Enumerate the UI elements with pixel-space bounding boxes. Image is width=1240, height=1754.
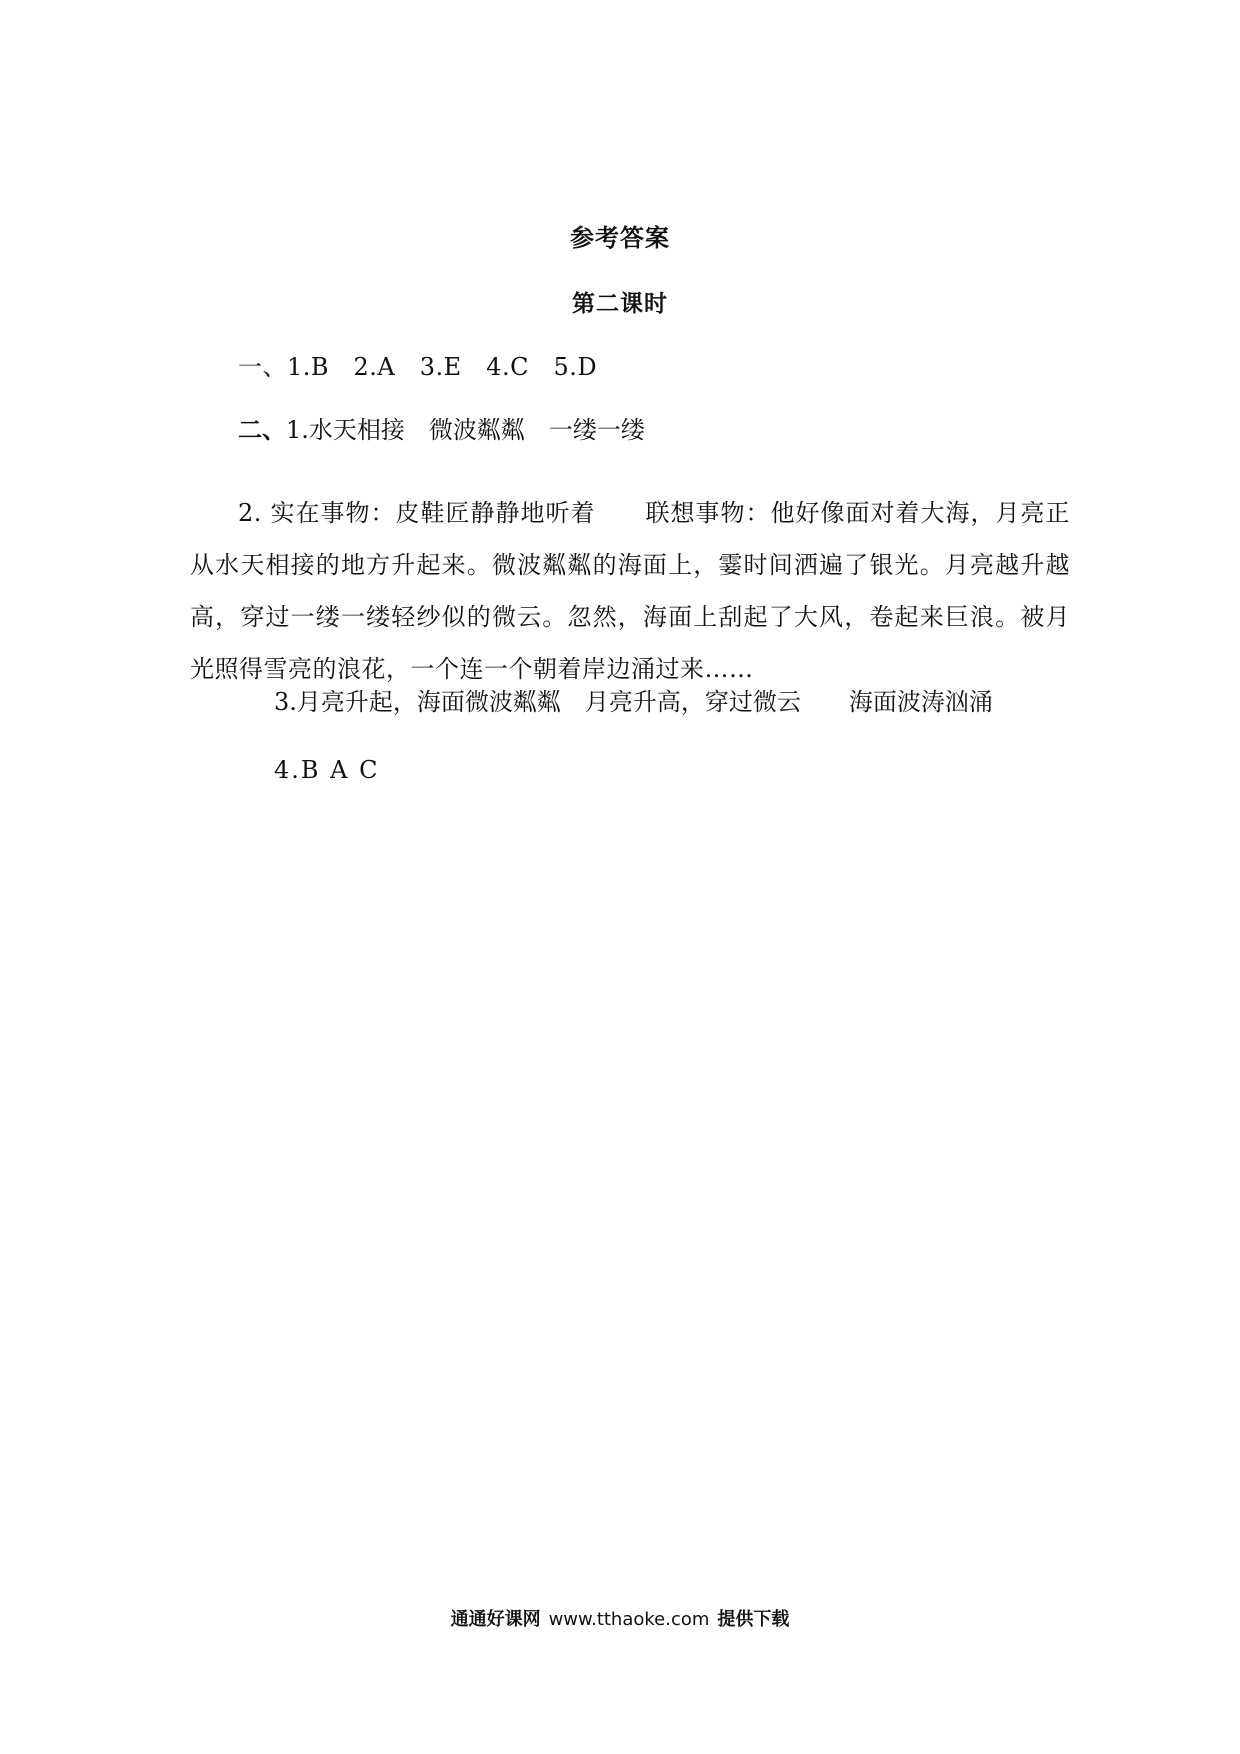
answer-section-2-item-2: 2. 实在事物：皮鞋匠静静地听着 联想事物：他好像面对着大海，月亮正从水天相接的地方升起来。微波粼粼的海面上，霎时间洒遍了银光。月亮越升越高，穿过一缕一缕轻纱似的微云。忽然，海面上刮起了大风，卷起来巨浪。被月光照得雪亮的浪花，一个连一个朝着岸边涌过来…… xyxy=(190,499,1070,683)
section-2-label: 二、 xyxy=(238,416,286,444)
document-subtitle: 第二课时 xyxy=(572,291,668,317)
answer-section-1: 一、1.B 2.A 3.E 4.C 5.D xyxy=(238,353,598,381)
page-footer xyxy=(0,1605,1240,1631)
footer-site-name: 通通好课网 xyxy=(450,1609,541,1630)
answer-section-2-item-4: 4.B A C xyxy=(274,756,380,784)
answer-section-2-item-3: 3.月亮升起，海面微波粼粼 月亮升高，穿过微云 海面波涛汹涌 xyxy=(274,688,993,716)
answer-section-2-item-1 xyxy=(238,418,645,442)
document-title: 参考答案 xyxy=(570,224,670,252)
footer-suffix: 提供下载 xyxy=(717,1609,790,1630)
footer-url[interactable]: www.tthaoke.com xyxy=(548,1609,710,1630)
section-2-item-1-text: 1.水天相接 微波粼粼 一缕一缕 xyxy=(286,416,645,444)
